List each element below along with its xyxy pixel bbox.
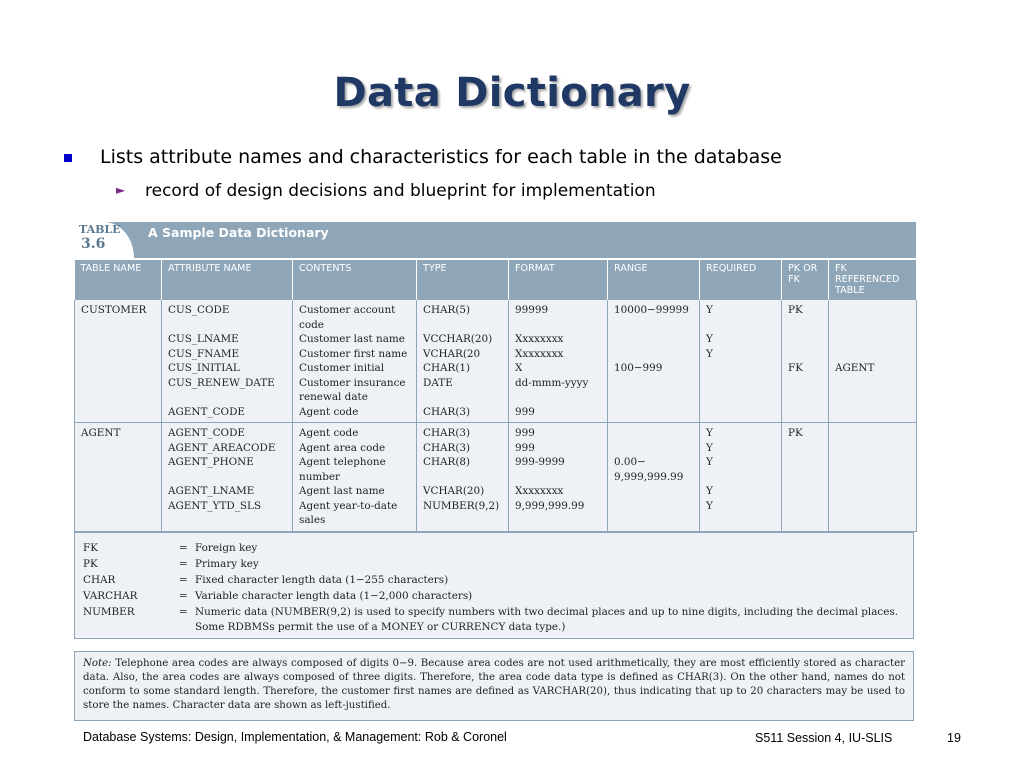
cell-text: Y [706, 499, 713, 512]
column-header: CONTENTS [293, 259, 417, 300]
bullet-main [64, 146, 782, 168]
triangle-bullet-icon: ► [116, 183, 126, 197]
column-header: RANGE [608, 259, 700, 300]
cell-text: Customer first name [299, 347, 408, 360]
cell-text: 9,999,999.99 [515, 499, 585, 512]
cell-text: Y [706, 441, 713, 454]
cell-text: Agent code [299, 427, 359, 439]
column-header: ATTRIBUTE NAME [162, 259, 293, 300]
table-row [75, 300, 917, 423]
cell-text: Y [706, 347, 713, 360]
cell-text [614, 318, 693, 333]
cell-text [706, 376, 775, 391]
cell-text [835, 303, 910, 318]
legend-equals: = [179, 574, 188, 586]
note-text: Telephone area codes are always composed of digits 0−9. Because area codes are not used arithmetically, they are most efficiently stored as character data. Also, the area codes are always composed of three digits. Therefore, the area code data type is defined as CHAR(3). On the other hand, names do not conform to some standard length. Therefore, the customer first names are defined as VARCHAR(20), thus indicating that up to 20 characters may be used to store the names. Character data are shown as left-justified. [83, 658, 905, 711]
cell-text: AGENT_AREACODE [168, 441, 276, 454]
cell-text [515, 390, 601, 405]
cell-text [168, 390, 286, 405]
column-header: TYPE [417, 259, 509, 300]
cell-text: dd-mmm-yyyy [515, 376, 589, 389]
figure-header [74, 222, 916, 258]
cell-text: Agent area code [299, 441, 386, 454]
cell-text [706, 390, 775, 405]
cell-text [614, 405, 693, 420]
footer-source: Database Systems: Design, Implementation, & Management: Rob & Coronel [83, 730, 507, 744]
column-header: REQUIRED [700, 259, 782, 300]
table-cell [293, 423, 417, 532]
table-cell [75, 300, 162, 423]
cell-text: CUS_RENEW_DATE [168, 376, 275, 389]
legend-term: CHAR [83, 574, 116, 586]
cell-text: CUSTOMER [81, 304, 147, 316]
bullet-sub-text: record of design decisions and blueprint for implementation [145, 181, 656, 201]
cell-text: AGENT_YTD_SLS [168, 499, 262, 512]
cell-text: Y [706, 456, 713, 468]
figure-label-tab [74, 222, 134, 258]
table-cell [509, 423, 608, 532]
cell-text [168, 513, 286, 528]
table-cell [829, 423, 917, 532]
legend-equals: = [179, 558, 188, 570]
cell-text: AGENT_CODE [168, 427, 245, 439]
cell-text: AGENT_PHONE [168, 456, 254, 468]
cell-text: Agent year-to-date [299, 499, 398, 512]
bullet-main-text: Lists attribute names and characteristics for each table in the database [100, 146, 782, 168]
cell-text [614, 347, 693, 362]
cell-text: CHAR(8) [423, 456, 471, 468]
cell-text [788, 484, 822, 499]
cell-text [835, 513, 910, 528]
cell-text [515, 318, 601, 333]
square-bullet-icon [64, 154, 72, 162]
cell-text: NUMBER(9,2) [423, 499, 500, 512]
cell-text: 999 [515, 405, 535, 418]
cell-text: Xxxxxxxx [515, 347, 564, 360]
cell-text: 999-9999 [515, 456, 565, 468]
legend-term: PK [83, 558, 98, 570]
figure-label-word: TABLE [79, 223, 121, 236]
cell-text [835, 426, 910, 441]
figure-title: A Sample Data Dictionary [148, 225, 329, 240]
cell-text: 999 [515, 427, 535, 439]
cell-text [423, 390, 502, 405]
cell-text [614, 426, 693, 441]
cell-text: Y [706, 304, 713, 316]
cell-text: Y [706, 333, 713, 345]
cell-text: 10000−99999 [614, 304, 689, 316]
cell-text: 100−999 [614, 362, 663, 374]
cell-text [835, 390, 910, 405]
cell-text [788, 347, 822, 362]
slide-title: Data Dictionary [333, 70, 691, 116]
table-cell [608, 300, 700, 423]
cell-text: Agent last name [299, 485, 385, 497]
cell-text: CUS_CODE [168, 304, 230, 316]
cell-text: AGENT [835, 362, 875, 374]
cell-text: CUS_LNAME [168, 333, 239, 345]
cell-text: CHAR(3) [423, 441, 471, 454]
note-label: Note: [83, 658, 112, 669]
cell-text: AGENT [81, 427, 121, 439]
cell-text [168, 470, 286, 485]
cell-text: 99999 [515, 304, 549, 316]
cell-text [614, 441, 693, 456]
cell-text [788, 455, 822, 470]
cell-text [614, 332, 693, 347]
cell-text: number [299, 470, 341, 483]
cell-text [614, 484, 693, 499]
cell-text [788, 318, 822, 333]
cell-text [706, 405, 775, 420]
cell-text: CHAR(3) [423, 405, 471, 418]
data-dictionary-table [74, 258, 917, 532]
legend-equals: = [179, 606, 188, 618]
legend-term: NUMBER [83, 606, 135, 618]
cell-text [835, 332, 910, 347]
cell-text: FK [788, 362, 803, 374]
cell-text [515, 470, 601, 485]
table-cell [162, 423, 293, 532]
table-cell [608, 423, 700, 532]
legend-definition: Primary key [195, 558, 259, 570]
table-body [75, 300, 917, 531]
cell-text: Customer last name [299, 333, 405, 345]
cell-text: PK [788, 427, 803, 439]
cell-text: CUS_FNAME [168, 347, 240, 360]
legend-equals: = [179, 542, 188, 554]
cell-text [706, 318, 775, 333]
cell-text [614, 513, 693, 528]
cell-text: 9,999,999.99 [614, 470, 684, 483]
column-header: TABLE NAME [75, 259, 162, 300]
footer-session: S511 Session 4, IU-SLIS [755, 731, 893, 745]
cell-text: AGENT_LNAME [168, 485, 255, 497]
cell-text [614, 390, 693, 405]
cell-text [788, 499, 822, 514]
cell-text [706, 470, 775, 485]
abbreviation-legend [74, 532, 914, 639]
cell-text: Y [706, 427, 713, 439]
cell-text [423, 513, 502, 528]
cell-text: 0.00− [614, 456, 646, 468]
table-cell [829, 300, 917, 423]
cell-text [835, 455, 910, 470]
cell-text: Customer insurance [299, 376, 406, 389]
legend-term: VARCHAR [83, 590, 138, 602]
cell-text [423, 318, 502, 333]
cell-text: CUS_INITIAL [168, 362, 240, 374]
cell-text [788, 470, 822, 485]
cell-text: Xxxxxxxx [515, 485, 564, 497]
cell-text: AGENT_CODE [168, 405, 245, 418]
table-cell [293, 300, 417, 423]
cell-text: code [299, 318, 324, 331]
column-header: FORMAT [509, 259, 608, 300]
table-cell [782, 300, 829, 423]
cell-text [835, 405, 910, 420]
cell-text: renewal date [299, 391, 368, 403]
table-cell [700, 300, 782, 423]
cell-text: Customer initial [299, 362, 385, 374]
legend-definition: Fixed character length data (1−255 characters) [195, 574, 449, 586]
cell-text: CHAR(1) [423, 362, 471, 374]
cell-text [788, 441, 822, 456]
cell-text: 999 [515, 441, 535, 454]
cell-text [835, 470, 910, 485]
cell-text: X [515, 362, 523, 374]
cell-text: VCHAR(20) [423, 485, 485, 497]
cell-text: CHAR(5) [423, 304, 471, 316]
cell-text: CHAR(3) [423, 427, 471, 439]
legend-definition: Numeric data (NUMBER(9,2) is used to specify numbers with two decimal places and up to nine digits, including the decimal places. Some RDBMSs permit the use of a MONEY or CURRENCY data type.) [195, 606, 899, 633]
figure-label-number: 3.6 [81, 236, 106, 252]
cell-text [614, 499, 693, 514]
cell-text [835, 318, 910, 333]
cell-text: Agent code [299, 405, 359, 418]
bullet-sub [116, 181, 656, 201]
cell-text [835, 499, 910, 514]
cell-text [788, 376, 822, 391]
column-header: PK OR FK [782, 259, 829, 300]
cell-text: VCCHAR(20) [423, 333, 493, 345]
table-header-row [75, 259, 917, 300]
page-number: 19 [947, 731, 961, 745]
cell-text [168, 318, 286, 333]
table-cell [417, 423, 509, 532]
cell-text [423, 470, 502, 485]
cell-text: Y [706, 485, 713, 497]
cell-text: DATE [423, 376, 453, 389]
cell-text: sales [299, 514, 326, 526]
cell-text: PK [788, 304, 803, 316]
table-cell [75, 423, 162, 532]
table-row [75, 423, 917, 532]
cell-text [835, 376, 910, 391]
cell-text [614, 376, 693, 391]
table-cell [782, 423, 829, 532]
cell-text [515, 513, 601, 528]
cell-text: Xxxxxxxx [515, 333, 564, 345]
cell-text [788, 513, 822, 528]
table-cell [700, 423, 782, 532]
table-cell [509, 300, 608, 423]
legend-definition: Foreign key [195, 542, 258, 554]
cell-text: VCHAR(20 [423, 347, 481, 360]
note-box [74, 651, 914, 721]
cell-text [835, 347, 910, 362]
cell-text [788, 332, 822, 347]
cell-text [835, 484, 910, 499]
data-dictionary-figure [74, 222, 916, 532]
legend-term: FK [83, 542, 98, 554]
cell-text [706, 513, 775, 528]
cell-text [788, 390, 822, 405]
cell-text [788, 405, 822, 420]
legend-equals: = [179, 590, 188, 602]
cell-text [706, 361, 775, 376]
legend-definition: Variable character length data (1−2,000 characters) [195, 590, 473, 602]
table-cell [417, 300, 509, 423]
cell-text [835, 441, 910, 456]
table-cell [162, 300, 293, 423]
column-header: FK REFERENCED TABLE [829, 259, 917, 300]
cell-text: Customer account [299, 304, 396, 316]
cell-text: Agent telephone [299, 456, 386, 468]
